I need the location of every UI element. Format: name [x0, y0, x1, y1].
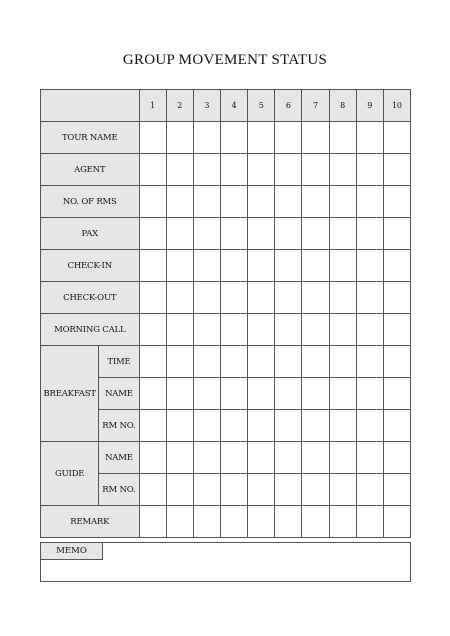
entry-cell-guide-name-5[interactable]: [248, 442, 275, 474]
entry-cell-breakfast-rm-no-10[interactable]: [383, 410, 410, 442]
column-number-5: 5: [248, 90, 275, 122]
memo-label: MEMO: [41, 543, 103, 560]
entry-cell-tour-name-3[interactable]: [193, 122, 220, 154]
entry-cell-guide-name-2[interactable]: [166, 442, 193, 474]
column-number-3: 3: [193, 90, 220, 122]
entry-cell-no-of-rms-5[interactable]: [248, 186, 275, 218]
entry-cell-check-in-6[interactable]: [275, 250, 302, 282]
entry-cell-guide-name-4[interactable]: [220, 442, 247, 474]
entry-cell-check-out-3[interactable]: [193, 282, 220, 314]
entry-cell-breakfast-time-4[interactable]: [220, 346, 247, 378]
row-no-of-rms: [41, 186, 411, 218]
entry-cell-no-of-rms-10[interactable]: [383, 186, 410, 218]
entry-cell-guide-rm-no-5[interactable]: [248, 474, 275, 506]
entry-cell-check-in-5[interactable]: [248, 250, 275, 282]
column-number-1: 1: [139, 90, 166, 122]
entry-cell-breakfast-name-9[interactable]: [356, 378, 383, 410]
entry-cell-breakfast-name-1[interactable]: [139, 378, 166, 410]
entry-cell-pax-1[interactable]: [139, 218, 166, 250]
column-number-4: 4: [220, 90, 247, 122]
entry-cell-remark-4[interactable]: [220, 506, 247, 538]
movement-status-table: [40, 89, 411, 538]
entry-cell-agent-2[interactable]: [166, 154, 193, 186]
entry-cell-breakfast-time-2[interactable]: [166, 346, 193, 378]
entry-cell-breakfast-rm-no-1[interactable]: [139, 410, 166, 442]
sub-label-guide-name: NAME: [99, 442, 139, 474]
entry-cell-no-of-rms-6[interactable]: [275, 186, 302, 218]
column-number-10: 10: [383, 90, 410, 122]
entry-cell-pax-6[interactable]: [275, 218, 302, 250]
entry-cell-guide-name-3[interactable]: [193, 442, 220, 474]
group-label-breakfast: BREAKFAST: [41, 346, 99, 442]
entry-cell-morning-call-8[interactable]: [329, 314, 356, 346]
entry-cell-tour-name-9[interactable]: [356, 122, 383, 154]
column-number-7: 7: [302, 90, 329, 122]
entry-cell-check-out-7[interactable]: [302, 282, 329, 314]
entry-cell-morning-call-9[interactable]: [356, 314, 383, 346]
form-title: GROUP MOVEMENT STATUS: [122, 52, 328, 68]
entry-cell-breakfast-time-8[interactable]: [329, 346, 356, 378]
entry-cell-check-out-5[interactable]: [248, 282, 275, 314]
entry-cell-no-of-rms-2[interactable]: [166, 186, 193, 218]
sub-label-breakfast-rm-no: RM NO.: [99, 410, 139, 442]
entry-cell-breakfast-name-2[interactable]: [166, 378, 193, 410]
entry-cell-guide-rm-no-3[interactable]: [193, 474, 220, 506]
entry-cell-guide-rm-no-9[interactable]: [356, 474, 383, 506]
entry-cell-remark-5[interactable]: [248, 506, 275, 538]
entry-cell-no-of-rms-1[interactable]: [139, 186, 166, 218]
entry-cell-guide-rm-no-4[interactable]: [220, 474, 247, 506]
entry-cell-morning-call-2[interactable]: [166, 314, 193, 346]
entry-cell-breakfast-time-6[interactable]: [275, 346, 302, 378]
entry-cell-remark-8[interactable]: [329, 506, 356, 538]
memo-box[interactable]: [40, 542, 411, 582]
entry-cell-no-of-rms-9[interactable]: [356, 186, 383, 218]
entry-cell-guide-rm-no-10[interactable]: [383, 474, 410, 506]
entry-cell-pax-3[interactable]: [193, 218, 220, 250]
entry-cell-guide-rm-no-1[interactable]: [139, 474, 166, 506]
entry-cell-morning-call-3[interactable]: [193, 314, 220, 346]
entry-cell-morning-call-7[interactable]: [302, 314, 329, 346]
column-number-6: 6: [275, 90, 302, 122]
entry-cell-tour-name-1[interactable]: [139, 122, 166, 154]
entry-cell-breakfast-rm-no-5[interactable]: [248, 410, 275, 442]
row-label-check-out: CHECK-OUT: [41, 282, 140, 314]
sub-label-guide-rm-no: RM NO.: [99, 474, 139, 506]
row-label-remark: REMARK: [41, 506, 140, 538]
entry-cell-breakfast-time-5[interactable]: [248, 346, 275, 378]
entry-cell-tour-name-8[interactable]: [329, 122, 356, 154]
entry-cell-check-in-3[interactable]: [193, 250, 220, 282]
entry-cell-check-in-4[interactable]: [220, 250, 247, 282]
entry-cell-no-of-rms-4[interactable]: [220, 186, 247, 218]
column-number-8: 8: [329, 90, 356, 122]
entry-cell-breakfast-time-10[interactable]: [383, 346, 410, 378]
entry-cell-remark-6[interactable]: [275, 506, 302, 538]
row-label-tour-name: TOUR NAME: [41, 122, 140, 154]
entry-cell-breakfast-name-7[interactable]: [302, 378, 329, 410]
entry-cell-morning-call-1[interactable]: [139, 314, 166, 346]
sub-label-breakfast-name: NAME: [99, 378, 139, 410]
entry-cell-morning-call-10[interactable]: [383, 314, 410, 346]
entry-cell-guide-rm-no-6[interactable]: [275, 474, 302, 506]
row-breakfast-time: [41, 346, 411, 378]
entry-cell-guide-rm-no-8[interactable]: [329, 474, 356, 506]
entry-cell-no-of-rms-7[interactable]: [302, 186, 329, 218]
entry-cell-guide-name-8[interactable]: [329, 442, 356, 474]
row-tour-name: [41, 122, 411, 154]
entry-cell-tour-name-10[interactable]: [383, 122, 410, 154]
entry-cell-guide-name-6[interactable]: [275, 442, 302, 474]
entry-cell-tour-name-5[interactable]: [248, 122, 275, 154]
row-label-morning-call: MORNING CALL: [41, 314, 140, 346]
header-corner-cell: [41, 90, 140, 122]
entry-cell-agent-8[interactable]: [329, 154, 356, 186]
entry-cell-pax-7[interactable]: [302, 218, 329, 250]
entry-cell-check-in-7[interactable]: [302, 250, 329, 282]
entry-cell-agent-7[interactable]: [302, 154, 329, 186]
row-check-in: [41, 250, 411, 282]
entry-cell-check-in-8[interactable]: [329, 250, 356, 282]
entry-cell-check-in-1[interactable]: [139, 250, 166, 282]
entry-cell-breakfast-rm-no-7[interactable]: [302, 410, 329, 442]
row-label-pax: PAX: [41, 218, 140, 250]
row-label-check-in: CHECK-IN: [41, 250, 140, 282]
row-pax: [41, 218, 411, 250]
row-label-no-of-rms: NO. OF RMS: [41, 186, 140, 218]
entry-cell-breakfast-name-5[interactable]: [248, 378, 275, 410]
entry-cell-remark-3[interactable]: [193, 506, 220, 538]
entry-cell-agent-10[interactable]: [383, 154, 410, 186]
entry-cell-guide-rm-no-2[interactable]: [166, 474, 193, 506]
entry-cell-tour-name-2[interactable]: [166, 122, 193, 154]
entry-cell-check-out-2[interactable]: [166, 282, 193, 314]
entry-cell-check-out-6[interactable]: [275, 282, 302, 314]
entry-cell-check-out-10[interactable]: [383, 282, 410, 314]
entry-cell-breakfast-name-10[interactable]: [383, 378, 410, 410]
entry-cell-morning-call-5[interactable]: [248, 314, 275, 346]
entry-cell-agent-1[interactable]: [139, 154, 166, 186]
entry-cell-check-in-9[interactable]: [356, 250, 383, 282]
entry-cell-pax-9[interactable]: [356, 218, 383, 250]
entry-cell-guide-rm-no-7[interactable]: [302, 474, 329, 506]
entry-cell-tour-name-6[interactable]: [275, 122, 302, 154]
entry-cell-agent-3[interactable]: [193, 154, 220, 186]
entry-cell-tour-name-4[interactable]: [220, 122, 247, 154]
entry-cell-breakfast-rm-no-9[interactable]: [356, 410, 383, 442]
entry-cell-breakfast-rm-no-3[interactable]: [193, 410, 220, 442]
entry-cell-pax-4[interactable]: [220, 218, 247, 250]
entry-cell-pax-8[interactable]: [329, 218, 356, 250]
entry-cell-pax-5[interactable]: [248, 218, 275, 250]
entry-cell-breakfast-time-7[interactable]: [302, 346, 329, 378]
entry-cell-breakfast-time-9[interactable]: [356, 346, 383, 378]
row-agent: [41, 154, 411, 186]
entry-cell-check-out-1[interactable]: [139, 282, 166, 314]
header-row: [41, 90, 411, 122]
entry-cell-guide-name-1[interactable]: [139, 442, 166, 474]
entry-cell-pax-10[interactable]: [383, 218, 410, 250]
group-label-guide: GUIDE: [41, 442, 99, 506]
row-guide-name: [41, 442, 411, 474]
entry-cell-breakfast-name-6[interactable]: [275, 378, 302, 410]
entry-cell-agent-5[interactable]: [248, 154, 275, 186]
entry-cell-tour-name-7[interactable]: [302, 122, 329, 154]
entry-cell-breakfast-name-8[interactable]: [329, 378, 356, 410]
entry-cell-check-out-8[interactable]: [329, 282, 356, 314]
entry-cell-check-out-4[interactable]: [220, 282, 247, 314]
sub-label-breakfast-time: TIME: [99, 346, 139, 378]
entry-cell-check-in-2[interactable]: [166, 250, 193, 282]
entry-cell-breakfast-name-3[interactable]: [193, 378, 220, 410]
entry-cell-remark-9[interactable]: [356, 506, 383, 538]
entry-cell-breakfast-name-4[interactable]: [220, 378, 247, 410]
row-check-out: [41, 282, 411, 314]
entry-cell-remark-1[interactable]: [139, 506, 166, 538]
entry-cell-morning-call-6[interactable]: [275, 314, 302, 346]
entry-cell-agent-4[interactable]: [220, 154, 247, 186]
entry-cell-breakfast-time-3[interactable]: [193, 346, 220, 378]
entry-cell-breakfast-rm-no-8[interactable]: [329, 410, 356, 442]
entry-cell-remark-7[interactable]: [302, 506, 329, 538]
entry-cell-breakfast-time-1[interactable]: [139, 346, 166, 378]
entry-cell-agent-6[interactable]: [275, 154, 302, 186]
column-number-2: 2: [166, 90, 193, 122]
row-label-agent: AGENT: [41, 154, 140, 186]
row-remark: [41, 506, 411, 538]
entry-cell-breakfast-rm-no-6[interactable]: [275, 410, 302, 442]
entry-cell-check-in-10[interactable]: [383, 250, 410, 282]
entry-cell-guide-name-7[interactable]: [302, 442, 329, 474]
entry-cell-no-of-rms-8[interactable]: [329, 186, 356, 218]
entry-cell-check-out-9[interactable]: [356, 282, 383, 314]
entry-cell-guide-name-9[interactable]: [356, 442, 383, 474]
column-number-9: 9: [356, 90, 383, 122]
entry-cell-breakfast-rm-no-4[interactable]: [220, 410, 247, 442]
entry-cell-agent-9[interactable]: [356, 154, 383, 186]
row-morning-call: [41, 314, 411, 346]
entry-cell-remark-10[interactable]: [383, 506, 410, 538]
entry-cell-morning-call-4[interactable]: [220, 314, 247, 346]
entry-cell-no-of-rms-3[interactable]: [193, 186, 220, 218]
entry-cell-pax-2[interactable]: [166, 218, 193, 250]
entry-cell-guide-name-10[interactable]: [383, 442, 410, 474]
entry-cell-breakfast-rm-no-2[interactable]: [166, 410, 193, 442]
entry-cell-remark-2[interactable]: [166, 506, 193, 538]
